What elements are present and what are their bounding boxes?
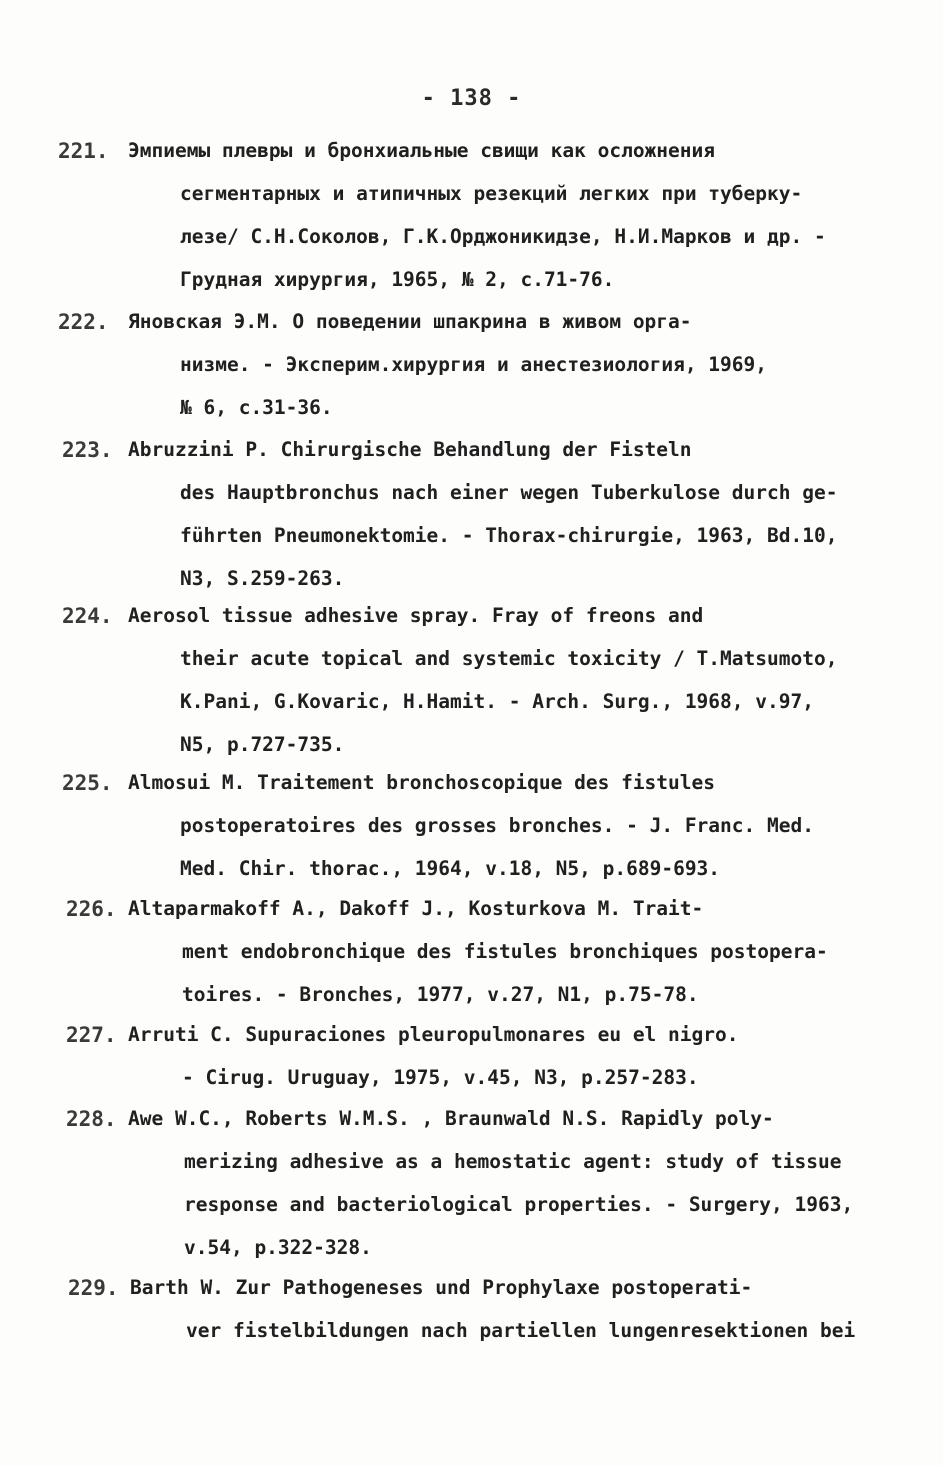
entry-number: 225. <box>62 771 113 795</box>
entry-line: сегментарных и атипичных резекций легких при туберку- <box>180 182 803 205</box>
entry-line: postoperatoires des grosses bronches. - J. Franc. Med. <box>180 814 814 837</box>
entry-line: response and bacteriological properties. - Surgery, 1963, <box>184 1193 854 1216</box>
entry-line: v.54, p.322-328. <box>184 1236 372 1259</box>
entry-number: 223. <box>62 438 113 462</box>
entry-line: № 6, с.31-36. <box>180 396 333 419</box>
entry-line: лезе/ С.Н.Соколов, Г.К.Орджоникидзе, Н.И.Марков и др. - <box>180 225 826 248</box>
entry-line: führten Pneumonektomie. - Thorax-chirurgie, 1963, Bd.10, <box>180 524 838 547</box>
entry-line: merizing adhesive as a hemostatic agent: study of tissue <box>184 1150 842 1173</box>
page-number: - 138 - <box>421 86 522 111</box>
entry-line: ver fistelbildungen nach partiellen lungenresektionen bei <box>186 1319 856 1342</box>
entry-line: Altaparmakoff A., Dakoff J., Kosturkova M. Trait- <box>128 897 704 920</box>
entry-line: their acute topical and systemic toxicity / T.Matsumoto, <box>180 647 838 670</box>
entry-line: des Hauptbronchus nach einer wegen Tuberkulose durch ge- <box>180 481 838 504</box>
entry-number: 226. <box>66 897 117 921</box>
entry-line: Яновская Э.М. О поведении шпакрина в живом орга- <box>128 310 692 333</box>
entry-line: Almosui M. Traitement bronchoscopique des fistules <box>128 771 715 794</box>
entry-line: Эмпиемы плевры и бронхиальные свищи как осложнения <box>128 139 715 162</box>
entry-number: 222. <box>58 310 109 334</box>
entry-number: 224. <box>62 604 113 628</box>
entry-line: Arruti C. Supuraciones pleuropulmonares eu el nigro. <box>128 1023 739 1046</box>
entry-line: toires. - Bronches, 1977, v.27, N1, p.75-78. <box>182 983 699 1006</box>
entry-number: 221. <box>58 139 109 163</box>
entry-line: - Cirug. Uruguay, 1975, v.45, N3, p.257-283. <box>182 1066 699 1089</box>
entry-line: N5, p.727-735. <box>180 733 345 756</box>
entry-number: 227. <box>66 1023 117 1047</box>
entry-line: Barth W. Zur Pathogeneses und Prophylaxe postoperati- <box>130 1276 753 1299</box>
entry-line: Грудная хирургия, 1965, № 2, с.71-76. <box>180 268 615 291</box>
entry-line: низме. - Эксперим.хирургия и анестезиология, 1969, <box>180 353 767 376</box>
entry-number: 229. <box>68 1276 119 1300</box>
entry-line: ment endobronchique des fistules bronchiques postopera- <box>182 940 828 963</box>
entry-number: 228. <box>66 1107 117 1131</box>
entry-line: Aerosol tissue adhesive spray. Fray of freons and <box>128 604 704 627</box>
entry-line: Awe W.C., Roberts W.M.S. , Braunwald N.S. Rapidly poly- <box>128 1107 774 1130</box>
entry-line: N3, S.259-263. <box>180 567 345 590</box>
entry-line: Abruzzini P. Chirurgische Behandlung der Fisteln <box>128 438 692 461</box>
entry-line: K.Pani, G.Kovaric, H.Hamit. - Arch. Surg., 1968, v.97, <box>180 690 814 713</box>
entry-line: Med. Chir. thorac., 1964, v.18, N5, p.689-693. <box>180 857 721 880</box>
